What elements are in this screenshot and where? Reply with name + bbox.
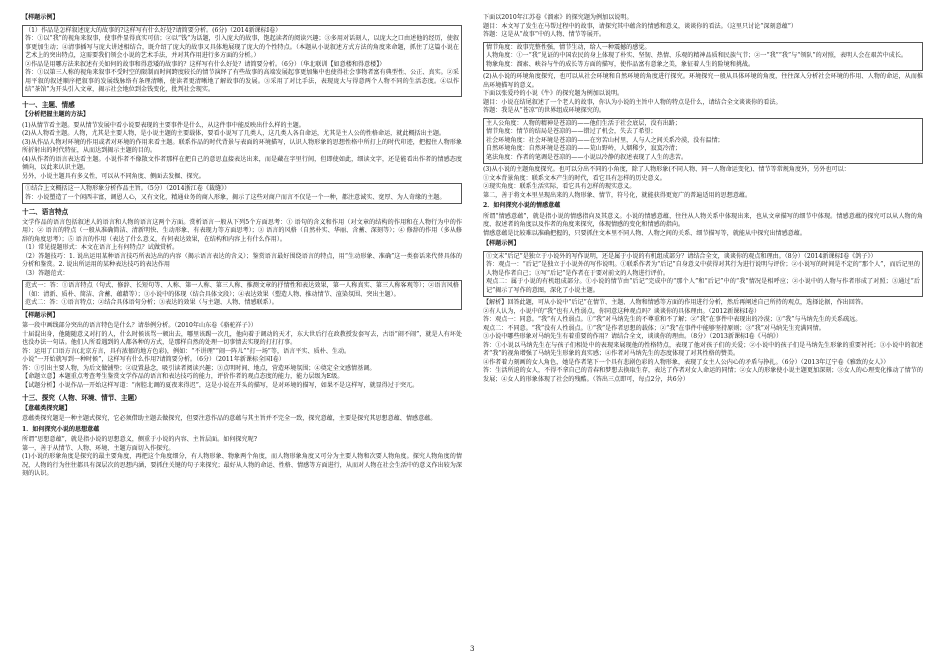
right-example-box-3 (483, 118, 923, 165)
text-line: (2)从人物看主题。人物，尤其是主要人物，是小说主题的主要载体，要看小说写了几类人，这几类人各自命运，尤其是主人公的性格命运，就此概括出主题。 (22, 130, 446, 137)
text-line: 答：观点一：同意。“我”有人性弱点。①“我”对马纳先生的不尊重和不了解；②“我”在事件中表现出的冷漠；③“我”与马纳先生的关系疏远。 (483, 316, 862, 323)
text-line: （3）答题范式： (22, 269, 69, 277)
right-paragraph-6 (483, 213, 923, 239)
text-line: 范式一：答：①语言特点（句式、修辞、长短句等、人称、第一人称、第三人称、推测文章的抒情性和表达效果，第一人称真实、第三人称客观等）；②语言风格（如：清新、质朴、简洁、含蓄、蕴藉等）；③小说中的体现（结合具体文段）；④表达效果（塑造人物、推动情节、渲染氛围、突出主题）。 (25, 282, 459, 298)
text-line: （2）答题技巧：1. 说出运用某种语言技巧所表达出的内容（揭示语言表达的含义）；鉴赏语言最好围绕语言的特点，用“生动形象、准确”这一类套话来代替具体的分析和鉴赏。2. 说出所运用的某种表达技巧的表达作用 (22, 252, 462, 268)
right-column (483, 14, 923, 386)
text-line: 情节角度：故事完整性强，情节生动，给人一种震撼的感觉。 (486, 43, 651, 51)
text-line: (1)从情节看主题。要从情节发展中看小说要表现的主要事件是什么，从这件事中能反映出什么样的主题。 (22, 121, 305, 129)
text-line: 意蕴类探究题是一种主题式探究，它必须借助主题去做探究，但要注意作品的意蕴与其主旨并不完全一致，探究意蕴，主要是探究其思想意蕴、情感意蕴。 (22, 415, 437, 422)
left-column (22, 14, 462, 481)
left-heading-12 (22, 405, 462, 414)
text-line: 答：小说塑造了一个闲西丰富，调恩人心，又有文化，精通业务的商人形象，揭示了这些对商户而言不仅是一个一种，都注意诚实、宽厚、为人奇缘的主题。 (25, 193, 446, 201)
text-line: 答：运用了口语方言(北京方言，具有浓郁的地方色彩)，例如：“不讲理”“闹一阵儿”“打一场”等，语言平实、质朴、生动。 (22, 347, 351, 355)
text-line: 2．如何探究小说的情感意蕴 (483, 202, 561, 209)
text-line: 【解析】回答此题，可从小说中“后记”在情节、主题、人物和情感等方面的作用进行分析，然后再阐述自己所持的观点，选择论据，作出回答。 (483, 299, 868, 306)
left-heading-11 (22, 394, 462, 403)
right-example-box-1 (483, 42, 923, 72)
text-line: 十届混出身，他随随意义对打的人，什么时候该骂一顿出去，哪里该踢一次几，他向着于调动的天才，东大世后行在政教授发套写去，古语“闹不闹”，就是人有坏处也没办法一句话。他们人所看遇到的人都各种的方式，是那样自然的处理一切事情去实现的打打打事。 (22, 330, 462, 346)
text-line: 情感意蕴是比较难以准确把握的，只要抓住文本里不同人物、人物之间的关系、细节描写等，就能从中探究出情感意蕴。 (483, 229, 806, 237)
text-line: ②作品是用哪方法来叙述有关如何的故事和得意矮的故事的？这样写有什么好处？请简要分析。（6分）（华北联训【如意楼和得意楼】） (25, 60, 386, 68)
text-line: 答题：这是从“故事”中的人物、情节等展开。 (483, 31, 606, 38)
text-line: 答：①引出主要人物，为后文做铺垫；②设置悬念，吸引读者阅读兴趣；③点明时间、地点，营造环境氛围；④奠定全文感情基调。 (22, 364, 376, 372)
text-line: ③小说中哪些形象对马纳先生有着重要的作用？请结合全文，谈谈你的理由。（8分）（2013新课标Ⅰ卷《马纳》） (483, 333, 783, 340)
text-line: 【命题立意】本题重点考查考生鉴赏文学作品的语言和表达技巧的能力，评价作者的观点态度的能力，能力层级为E级。 (22, 373, 344, 380)
text-line: 答：观点一：“后记”是独立于小说外的写作说明。①联系作者为“后记”自身意义中获得对其行为进行说明与评价；②小说写的时间是不定的“那个人”，而后记里的人物是作者自己；③写“后记”是作者在于要对前文的人物进行评价。 (486, 261, 920, 277)
text-line: ①文末“后记”是独立于小说外的写作说明，还是属于小说的有机组成部分？请结合全文，谈谈你的观点和理由。（8分）（2014新课标Ⅰ卷《鸽子》） (486, 252, 877, 260)
text-line: 自然环境角度：自然环境是苍凉的——荒山野岭，人烟稀少，寂寞冷清； (486, 145, 681, 152)
text-line: 第一，善于从情节、人物、环境、主题方面切入作探究。 (22, 444, 175, 452)
text-line: 答：①以第三人称的视角来叙事不受时空的限制而时间跨度较长的情节演绎了有些故事的高端发展起事更加集中也使得社会事物者富有典型性、公正、真实。②采用平叙的叙述顺序把叙事的发展线脉络有条理清晰，使读者更清晰地了解故事的发展。③采用了对比手法，表现庞大与得意两个人物不同的生活态度。④以作结“茶馆”为开头引入文章，揭示社会地位到金钱变化，批判社会现实。 (25, 69, 459, 93)
text-line: 笔法角度：作者的笔调是苍凉的——小说以冷静的叙述表现了人生的悲苦。 (486, 153, 688, 161)
page-number: 3 (470, 645, 475, 653)
text-line: 十三、探究（人物、环境、情节、主题） (22, 394, 141, 402)
text-line: 十一、主题、情感 (22, 100, 75, 109)
text-line: 主人公角度：人物的精神是苍凉的——他们生活于社会底层，没有出路； (486, 119, 681, 127)
text-line: ④作者着力刻画的女人角色，她是作者笔下一个具有悲剧色彩的人物形象，表现了女主人公内心的矛盾与挣扎。（6分）（2013年辽宁卷《雅致的女人》） (483, 358, 890, 366)
text-line: 下面以张爱玲的小说《牛》的探究题为例加以说明。 (483, 90, 624, 97)
text-line: (4)从作者的语言表达看主题。小说作者不像散文作者那样在把自己的意思直接表达出来，而是藏在字里行间，但即使如此，细读文字，还是能看出作者的情感态度倾向，以此来认识主题。 (22, 155, 462, 171)
text-line: 所谓“思想意蕴”，就是指小说的思想意义，侧重于小说的内容、主旨层面。如何探究呢? (22, 436, 257, 443)
text-line: 答：①以“我”的视角来叙事，使事件显得真实可信；②以“钱”为话题，引入庞大的故事，饱起读者的阅读兴趣；③多用对话刻人，以庞大之口由述他的经历，使叙事更加生动；④清事插写与庞大讲述相结合，既介绍了庞大的故事又具体地展现了庞大的个性特点。（本题从小说叙述方式方法的角度来命题，抓住了这篇小说在艺术上的突出特点，这需要我们领会小说的艺术手法，并对其作用进行多方面的分析。） (25, 35, 459, 59)
text-line: 所谓“情感意蕴”，就是指小说的情感指向及其意义。小说的情感意蕴，往往从人物关系中体现出来，也从文章描写的细节中体现。情感意蕴的探究可以从人物的角度、叙述者的角度以及作者的角度来探究，体现情感的变化和情感的指向。 (483, 212, 923, 228)
left-paragraph-10 (22, 322, 462, 390)
text-line: (2)从小说的环境角度探究，也可以从社会环境和自然环境的角度进行探究。环境探究一般从具体环境的角度，往往深入分析社会环境的作用、人物的命运，从而推出环境描写的意义。 (483, 73, 923, 89)
text-line: 题目：小说在结尾叙述了一个老人的故事，你认为小说的主旨中人物的特点是什么，请结合全文谈谈你的看法。 (483, 98, 782, 106)
left-heading-2 (22, 101, 462, 110)
text-line: （1）作品是怎样叙述庞大的故事的?这样写有什么好处?请简要分析。(6分)（2014新课标Ⅰ卷） (25, 26, 282, 34)
text-line: 情节角度：情节的结局是苍凉的——错过了机会，失去了希望； (486, 128, 657, 135)
text-line: 第二，善于将文本里呈现出来的人物形象、情节，符号化，就能获得更宽广的普遍适用的思想意蕴。 (483, 191, 752, 199)
text-line: ①结合上文概括这一人物形象分析作品主旨。（5分）（2014浙江卷《裁缝》） (25, 185, 231, 192)
text-line: 【分析把握主题的方法】 (22, 111, 90, 118)
text-line: 十二、语言特点 (22, 208, 69, 216)
left-example-box-1 (22, 25, 462, 97)
text-line: (3)从小说的主题角度探究。也可以分出不同的小角度，除了人物形象(不同人物、同一人物命运变化)、情节等常规角度外，另外也可以： (483, 166, 850, 173)
text-line: 【样题示例】 (22, 311, 59, 319)
right-heading-5 (483, 202, 923, 211)
text-line: 物象角度：溜索、峡谷与牛的成长等方面的描写，使作品富有意象之美，象征着人生的险境和挑战。 (486, 60, 755, 68)
text-line: 另外，小说主题具有多义性，可以从不同角度、侧面去发掘、探究。 (22, 172, 205, 180)
left-heading-9 (22, 312, 462, 321)
text-line: 文学作品的语言包括叙述人的语言和人物的语言这两个方面。赏析语言一般从下列5个方面思考：① 语句的含义和作用（对文章的结构的作用和在人物行为中的作用）；② 语言的特点（一般从准确简洁、清新明快、生动形象、有表现力等方面思考）；③ 语言的风格（自然朴实、华丽、含蓄、深刻等）；④ 修辞的作用（多从修辞的角度思考）；⑤ 语言的作用（表达了什么意义，有何表达效果，在结构和内容上有什么作用）。 (22, 218, 462, 243)
text-line: 下面以2010年江苏卷《溜索》的探究题为例加以说明。 (483, 14, 633, 21)
text-line: (3)从作品人物对环境的作用或者对环境的作用来看主题。联系作品的时代背景与表面的环境描写，认识人物形象的思想性格中所打上的时代印迹，把握住人物形象所折射出的时代特征，从而达到揭示主题的目的。 (22, 138, 462, 154)
right-example-box-8 (483, 251, 923, 298)
left-paragraph-7 (22, 219, 462, 279)
left-heading-6 (22, 208, 462, 217)
text-line: 【样题示例】 (483, 240, 520, 247)
text-line: 社会环境角度：社会环境是苍凉的——在穷苦山村里，人与人之间关系冷漠，没有温情； (486, 136, 724, 144)
text-line: 人物角度：①一“我”见证的中国农民的身上体现了朴实、坚韧、热情、乐观的精神品质和民族气节；②一“我”“我”与“领队”的对照，表明人会在艰苦中成长。 (486, 52, 908, 59)
right-paragraph-2 (483, 73, 923, 116)
left-heading-0 (22, 14, 462, 23)
left-paragraph-13 (22, 415, 462, 424)
text-line: 【样题示例】 (22, 14, 59, 21)
text-line: 1．如何探究小说的思想意蕴 (22, 425, 100, 433)
text-line: (1)小说的形象角度是探究的最主要角度，再把这个角度细分，有人物形象、物象两个角度，而人物形象角度又可分为主要人物和次要人物角度。探究人物角度的情况，人物的行为往往都具有深层次的思想内涵，要抓住关键的句子来探究；最好从人物的命运、性格、情感等方面进行，从而对人物在社会生活中的意义作出较为深刻的认识。 (22, 453, 462, 477)
text-line: 【意蕴类探究题】 (22, 404, 71, 412)
left-paragraph-15 (22, 436, 462, 479)
text-line: 【试题分析】小说作品一开始这样写道：“南腔北调的夏夜来得迟”，这是小说在开头的描写，是对环境的描写，如果不是这样写，就显得过于突兀。 (22, 381, 419, 389)
right-paragraph-9 (483, 299, 923, 384)
text-line: 题目：本文写了发生在马帮过程中的故事，请探究其中蕴含的情感和意义，谈谈你的看法。（这里只讨论“深刻意蕴”） (483, 22, 797, 30)
text-line: 观点二：属于小说的有机组成部分。①小说的情节由“后记”完成中的“那个人”和“后记”中的“我”情况是相呼应；②小说中的人物与作者形成了对照；③通过“后记”揭示了写作的意图，深化了小说主题。 (486, 278, 920, 294)
left-heading-3 (22, 111, 462, 120)
text-line: 答题：我是从“苍凉”的世界组成环境探究的。 (483, 107, 606, 114)
right-heading-7 (483, 240, 923, 249)
text-line: 第一段中画线部分突出的语言特色是什么？请举例分析。（2010年山东卷《骆驼祥子》） (22, 322, 257, 329)
left-heading-14 (22, 426, 462, 435)
left-paragraph-4 (22, 122, 462, 182)
text-line: ①文本背景角度：联系文本产生的时代，看它具有怎样的历史意义。 (483, 174, 666, 182)
text-line: 范式二：答：①语言特点；②结合具体语句分析；③表达的效果（与主题、人物、情感联系）。 (25, 299, 278, 306)
left-example-box-5 (22, 183, 462, 204)
text-line: ②有人认为，小说中的“我”也有人性弱点，你同意这种观点吗？谈谈你的具体理由。（2012新课标Ⅰ卷） (483, 307, 761, 315)
text-line: 观点二：不同意。“我”没有人性弱点。①“我”是作者思想的载体；②“我”在事件中能够坚持原则；③“我”对马纳先生充满同情。 (483, 324, 825, 332)
text-line: ②现实角度：联系生活实际，看它具有怎样的现实意义。 (483, 183, 636, 190)
text-line: （1）常见提题形式：本文在语言上有何特点？试做赏析。 (22, 244, 179, 251)
right-paragraph-0 (483, 14, 923, 40)
text-line: 答：①小说以马纳先生在与孩子们相处中的表现来展现他的性格特点，表现了他对孩子们的关爱；②小说中的孩子们是马纳先生形象的重要衬托；③小说中的叙述者“我”的视角增强了马纳先生形象的真实感；④作者对马纳先生的态度体现了对其性格的赞美。 (483, 341, 923, 357)
text-line: 小说“一开始就写到一种时候”，这样写有什么作用?请简要分析。（6分）（2011年新课标全国Ⅰ卷） (22, 356, 285, 363)
left-example-box-8 (22, 280, 462, 310)
right-paragraph-4 (483, 166, 923, 200)
text-line: 答：生活所迫的女人，不得不拿自己的青春和梦想去换取生存，表达了作者对女人命运的同情；②女人的形象使小说主题更加深刻；③女人的心理变化推动了情节的发展；④女人的形象体现了社会的残酷。（答出三点即可，每点2分，共6分） (483, 367, 923, 383)
